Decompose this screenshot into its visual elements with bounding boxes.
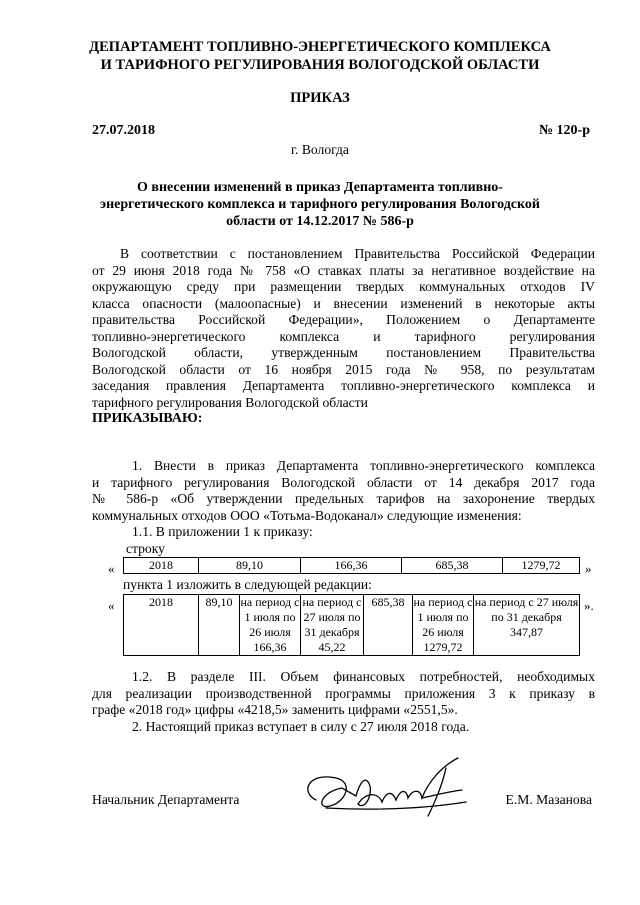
period-value: 1279,72 (423, 640, 463, 654)
preamble-line: класса опасности (малоопасные) и внесении изменений в некоторые акты (92, 295, 595, 311)
preamble-line: тарифного регулирования Вологодской области (92, 394, 368, 410)
preamble (92, 246, 595, 428)
preamble-line: Вологодской области от 16 ноября 2015 года № 958, по результатам (92, 361, 595, 377)
table-cell: 685,38 (402, 558, 503, 574)
table-row (124, 595, 580, 656)
table-cell: 89,10 (199, 558, 301, 574)
item1-sub2-line: графе «2018 год» цифры «4218,5» заменить цифрами «2551,5». (92, 702, 458, 717)
preamble-line: В соответствии с постановлением Правительства Российской Федерации (120, 246, 595, 261)
org-name-line2: И ТАРИФНОГО РЕГУЛИРОВАНИЯ ВОЛОГОДСКОЙ ОБЛАСТИ (100, 57, 540, 73)
close-quote: » (585, 561, 592, 576)
item1-sub2-line: для реализации производственной программы приложения 3 к приказу в (92, 685, 595, 701)
signature-position: Начальник Департамента (92, 792, 240, 807)
document-subject (0, 179, 640, 230)
preamble-line: Вологодской области, утвержденным постановлением Правительства (92, 345, 595, 360)
period-text: на период с 27 июля по 31 декабря (302, 595, 362, 639)
period-text: на период с 1 июля по 26 июля (240, 595, 300, 639)
preamble-line: правительства Российской Федерации», Положением о Департаменте (92, 312, 595, 327)
item1-sub1: 1.1. В приложении 1 к приказу: (132, 524, 313, 539)
item2: 2. Настоящий приказ вступает в силу с 27 июля 2018 года. (132, 718, 470, 734)
document-number: № 120-р (538, 123, 590, 138)
period-text: на период с 1 июля по 26 июля (413, 595, 473, 639)
org-name-line1: ДЕПАРТАМЕНТ ТОПЛИВНО-ЭНЕРГЕТИЧЕСКОГО КОМПЛЕКСА (89, 39, 551, 55)
table-cell: 1279,72 (503, 558, 580, 574)
new-row-table (123, 594, 580, 656)
table-cell: 89,10 (199, 595, 240, 656)
replace-label: пункта 1 изложить в следующей редакции: (123, 577, 372, 592)
period-value: 166,36 (253, 640, 287, 654)
subject-line3: области от 14.12.2017 № 586-р (226, 214, 414, 229)
table-cell (413, 595, 474, 656)
preamble-line: окружающую среду при размещении твердых коммунальных отходов IV (92, 279, 595, 294)
table-cell: 2018 (124, 595, 199, 656)
item1-line: № 586-р «Об утверждении предельных тарифов на захоронение твердых (92, 491, 595, 506)
document-date: 27.07.2018 (92, 123, 155, 138)
table-cell: 2018 (124, 558, 199, 574)
subject-line1: О внесении изменений в приказ Департамента топливно- (137, 180, 503, 195)
period-text: на период с 27 июля по 31 декабря (474, 595, 579, 624)
item1-line: коммунальных отходов ООО «Тотьма-Водоканал» следующие изменения: (92, 507, 522, 523)
table-cell: 685,38 (364, 595, 413, 656)
table-cell (240, 595, 301, 656)
subject-line2: энергетического комплекса и тарифного регулирования Вологодской (100, 197, 540, 212)
open-quote: « (108, 598, 115, 613)
row-label: строку (126, 540, 165, 556)
preamble-line: заседания правления Департамента топливно-энергетического комплекса и (92, 378, 595, 393)
preamble-line: топливно-энергетического комплекса и тарифного регулирования (92, 328, 595, 344)
item1-line: 1. Внести в приказ Департамента топливно-энергетического комплекса (132, 458, 595, 473)
table-cell (474, 595, 580, 656)
item1-line: и тарифного регулирования Вологодской области от 14 декабря 2017 года (92, 474, 595, 490)
period-value: 347,87 (510, 625, 543, 639)
close-quote-dot: ». (584, 598, 594, 613)
table-cell (301, 595, 364, 656)
preamble-line: от 29 июня 2018 года № 758 «О ставках платы за негативное воздействие на (92, 262, 595, 278)
table-row (124, 558, 580, 574)
open-quote: « (108, 561, 115, 576)
period-value: 45,22 (318, 640, 346, 654)
table-cell: 166,36 (301, 558, 402, 574)
item1-sub2-line: 1.2. В разделе III. Объем финансовых потребностей, необходимых (132, 669, 595, 684)
signature-image (296, 752, 486, 824)
item1 (92, 458, 595, 557)
city: г. Вологда (291, 142, 349, 157)
old-row-table (123, 557, 580, 574)
document-type: ПРИКАЗ (290, 90, 350, 106)
order-word: ПРИКАЗЫВАЮ: (92, 411, 203, 426)
item1-sub2 (92, 669, 595, 735)
signature-name: Е.М. Мазанова (505, 792, 592, 807)
